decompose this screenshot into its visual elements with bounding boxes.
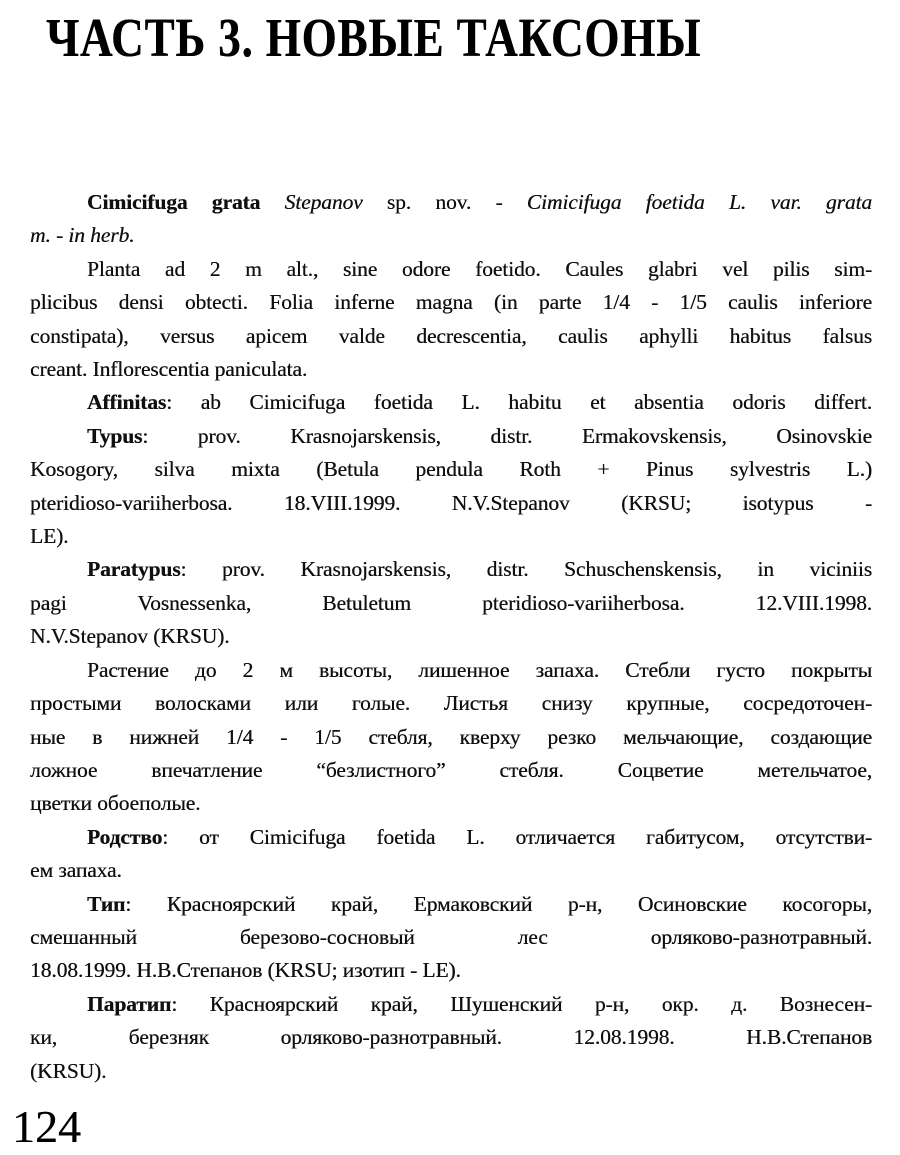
text-segment: : prov. Krasnojarskensis, distr. Schuschenskensis, in viciniis [180, 557, 872, 582]
tip-paragraph [30, 888, 872, 988]
text-segment: : prov. Krasnojarskensis, distr. Ermakovskensis, Osinovskie [142, 423, 872, 448]
lead-word: Paratypus [87, 557, 181, 582]
latin-diagnosis-line [30, 320, 872, 353]
typus-line [30, 453, 872, 486]
paratip-line [30, 1021, 872, 1054]
text-segment: pteridioso-variiherbosa. 18.VIII.1999. N.V.Stepanov (KRSU; isotypus - [30, 490, 872, 515]
text-segment: (KRSU). [30, 1058, 107, 1083]
text-segment: m. - in herb. [30, 223, 135, 248]
latin-diagnosis-line [30, 253, 872, 286]
text-segment: простыми волосками или голые. Листья снизу крупные, сосредоточен- [30, 691, 872, 716]
lead-word: Паратип [87, 991, 172, 1016]
lead-word: Cimicifuga grata [87, 190, 285, 214]
paratip-line [30, 1055, 872, 1088]
text-segment: 18.08.1999. Н.В.Степанов (KRSU; изотип - LE). [30, 958, 461, 983]
lead-word: Тип [87, 891, 126, 916]
typus-line [30, 520, 872, 553]
typus-line [30, 420, 872, 453]
paratypus-line [30, 553, 872, 586]
latin-diagnosis-line [30, 353, 872, 386]
latin-diagnosis-paragraph [30, 253, 872, 387]
text-segment: смешанный березово-сосновый лес орляково-разнотравный. [30, 924, 872, 949]
text-segment: sp. nov. - [386, 190, 527, 214]
rodstvo-paragraph [30, 821, 872, 888]
text-segment: N.V.Stepanov (KRSU). [30, 624, 230, 649]
latin-diagnosis-line [30, 286, 872, 319]
affinitas-line [30, 386, 872, 419]
lead-word: Typus [87, 423, 143, 448]
text-segment: : Красноярский край, Ермаковский р-н, Осиновские косогоры, [125, 891, 872, 916]
russian-description-line [30, 754, 872, 787]
russian-description-paragraph [30, 654, 872, 821]
species-heading-line [30, 186, 872, 219]
paratypus-line [30, 587, 872, 620]
lead-word: Родство [87, 824, 163, 849]
section-title: ЧАСТЬ 3. НОВЫЕ ТАКСОНЫ [46, 7, 702, 68]
typus-paragraph [30, 420, 872, 554]
text-segment: plicibus densi obtecti. Folia inferne magna (in parte 1/4 - 1/5 caulis inferiore [30, 290, 872, 315]
species-heading-paragraph [30, 186, 872, 253]
tip-line [30, 921, 872, 954]
affinitas-paragraph [30, 386, 872, 419]
text-segment: ложное впечатление “безлистного” стебля. Соцветие метельчатое, [30, 757, 872, 782]
text-segment: creant. Inflorescentia paniculata. [30, 357, 308, 382]
paratypus-line [30, 620, 872, 653]
russian-description-line [30, 687, 872, 720]
paratypus-paragraph [30, 553, 872, 653]
typus-line [30, 487, 872, 520]
text-segment: pagi Vosnessenka, Betuletum pteridioso-variiherbosa. 12.VIII.1998. [30, 590, 872, 615]
text-segment: ки, березняк орляково-разнотравный. 12.08.1998. Н.В.Степанов [30, 1025, 872, 1050]
paratip-paragraph [30, 988, 872, 1088]
text-segment: Растение до 2 м высоты, лишенное запаха. Стебли густо покрыты [87, 657, 872, 682]
text-segment: цветки обоеполые. [30, 791, 201, 816]
russian-description-line [30, 654, 872, 687]
text-segment: Kosogory, silva mixta (Betula pendula Roth + Pinus sylvestris L.) [30, 457, 872, 482]
text-segment: ные в нижней 1/4 - 1/5 стебля, кверху резко мельчающие, создающие [30, 724, 872, 749]
text-segment: LE). [30, 524, 69, 549]
text-segment: : ab Cimicifuga foetida L. habitu et absentia odoris differt. [166, 390, 872, 415]
text-segment: Stepanov [284, 190, 387, 214]
text-segment: ем запаха. [30, 858, 122, 883]
document-body [30, 186, 872, 1088]
paratip-line [30, 988, 872, 1021]
text-segment: : от Cimicifuga foetida L. отличается габитусом, отсутстви- [162, 824, 872, 849]
text-segment: constipata), versus apicem valde decrescentia, caulis aphylli habitus falsus [30, 323, 872, 348]
tip-line [30, 954, 872, 987]
tip-line [30, 888, 872, 921]
rodstvo-line [30, 854, 872, 887]
rodstvo-line [30, 821, 872, 854]
text-segment: : Красноярский край, Шушенский р-н, окр. д. Вознесен- [171, 991, 872, 1016]
text-segment: Cimicifuga foetida L. var. grata [526, 190, 872, 214]
page-number: 124 [12, 1101, 81, 1152]
species-heading-line [30, 219, 872, 252]
text-segment: Planta ad 2 m alt., sine odore foetido. Caules glabri vel pilis sim- [87, 256, 872, 281]
russian-description-line [30, 787, 872, 820]
lead-word: Affinitas [87, 390, 167, 415]
russian-description-line [30, 721, 872, 754]
